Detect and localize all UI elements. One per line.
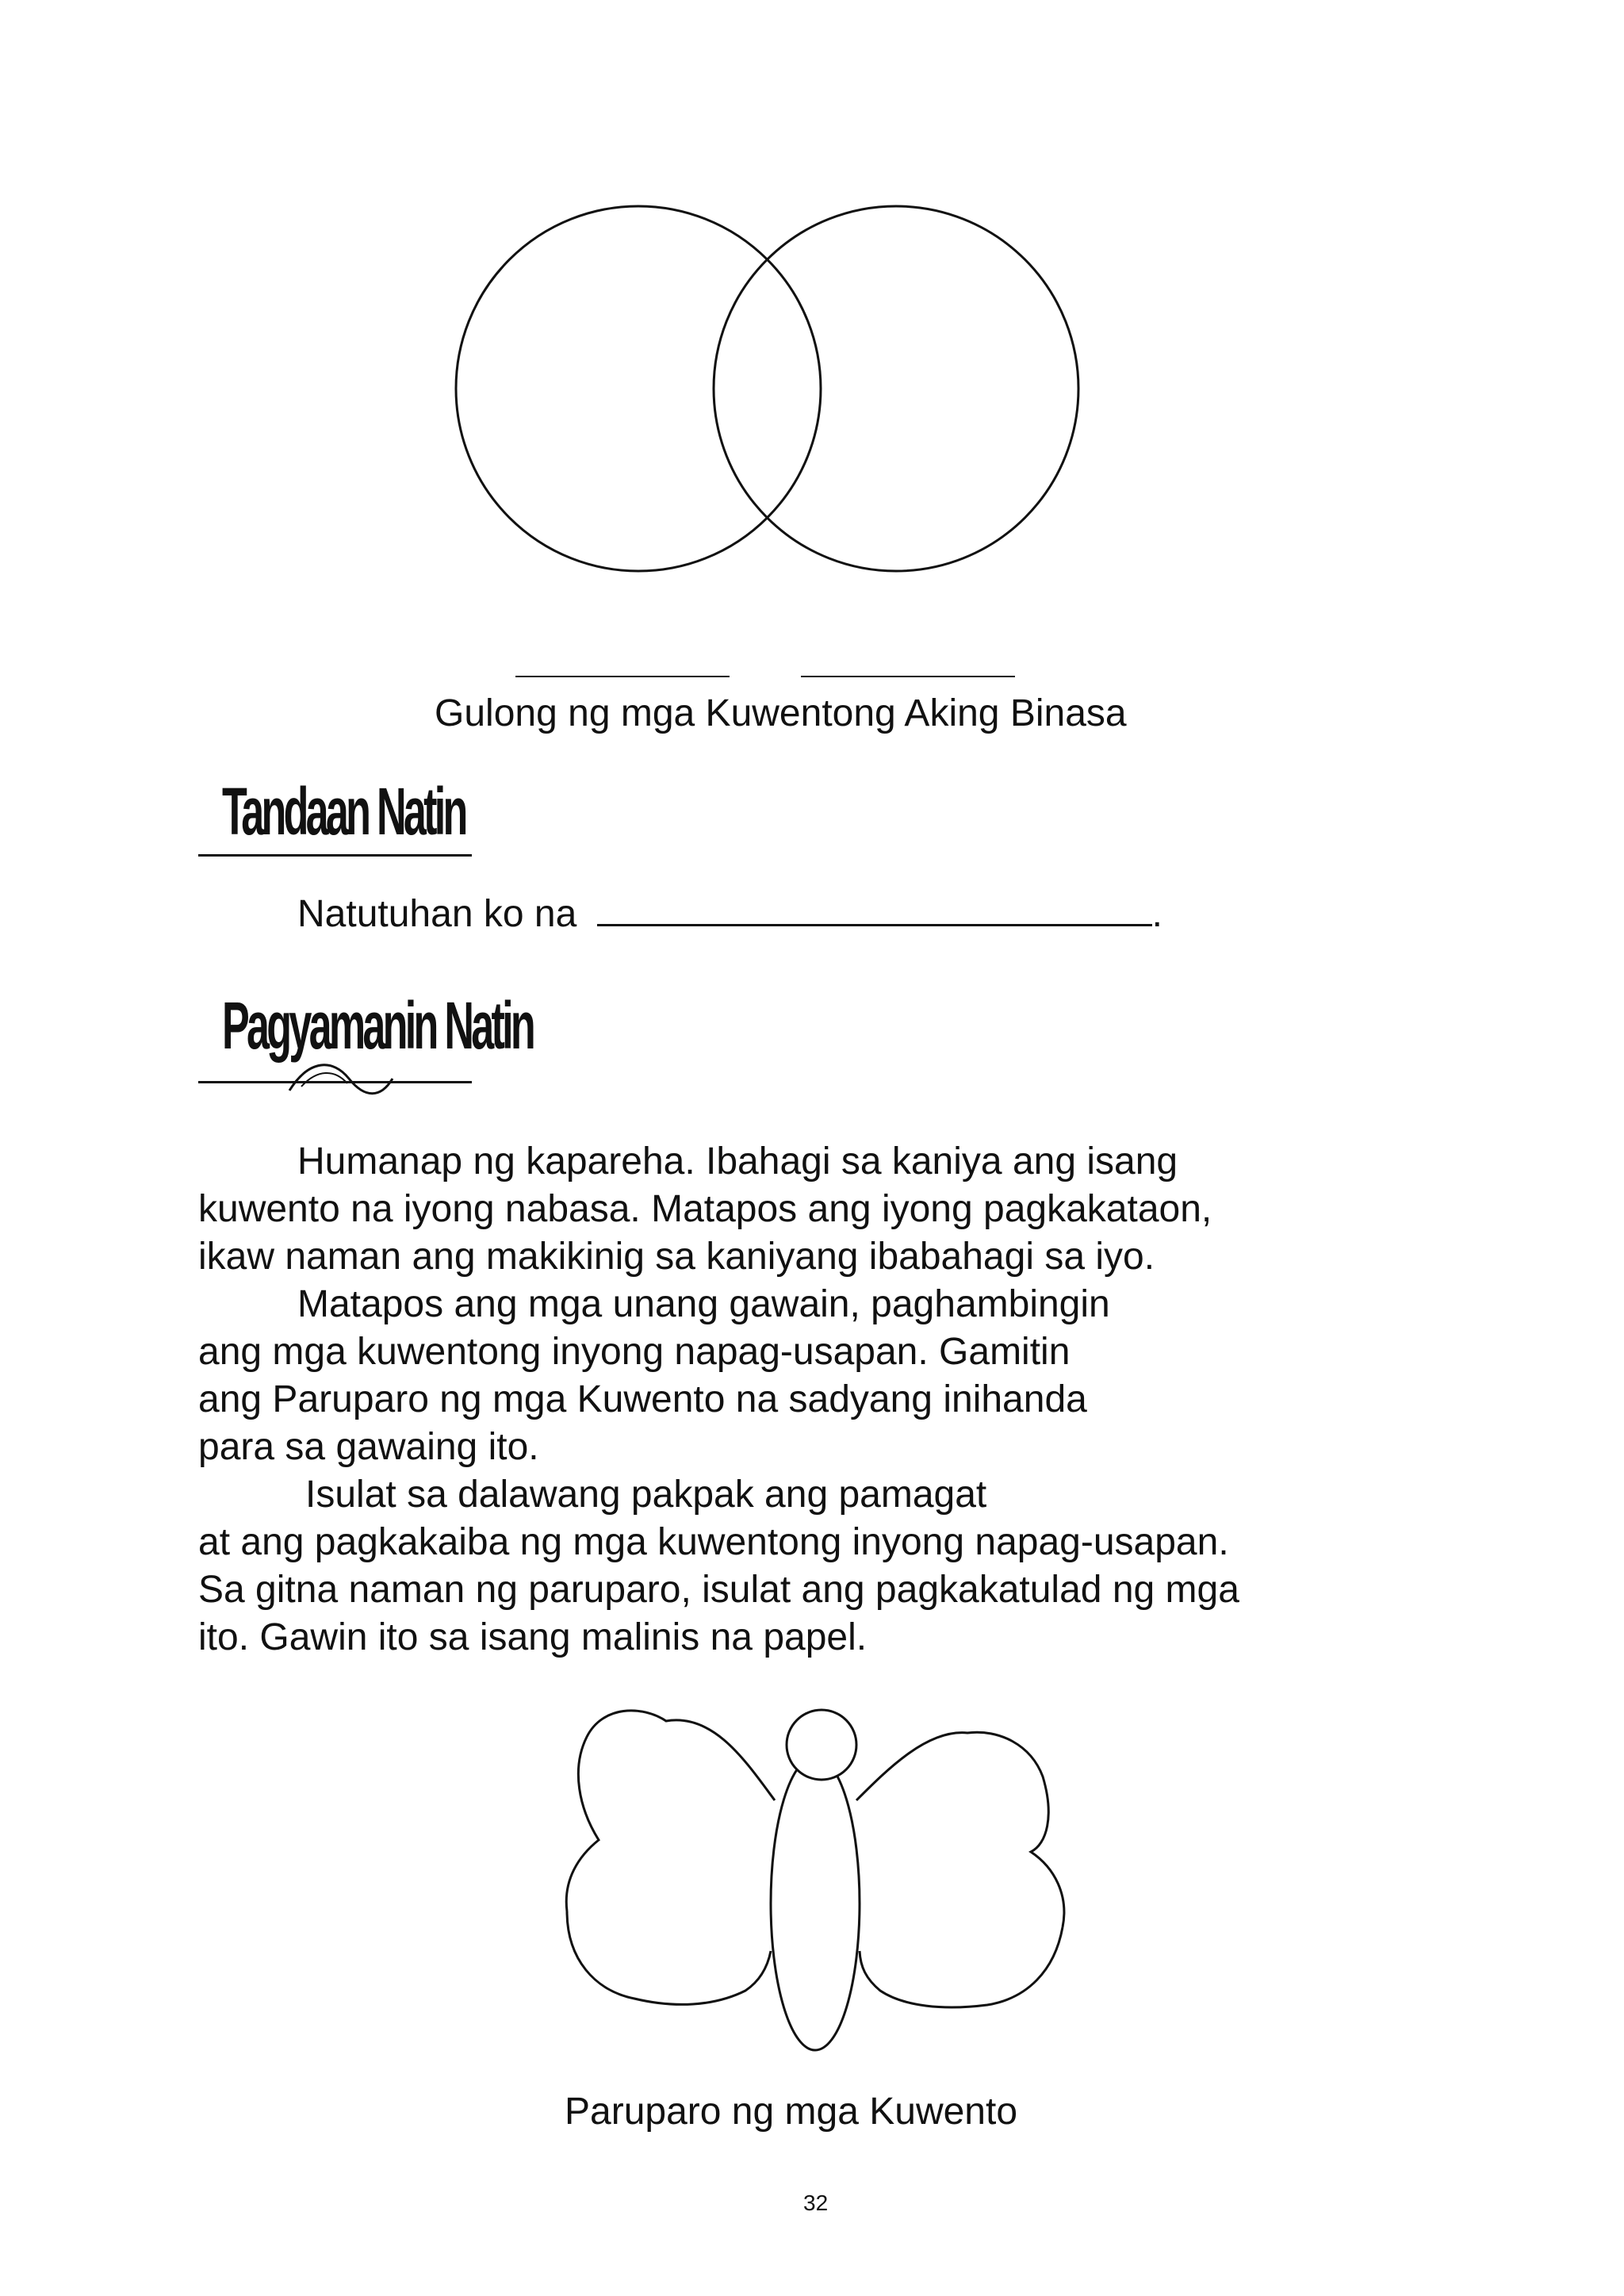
butterfly-right-upper-wing: [856, 1732, 1064, 1927]
pagyamanin-heading-text: Pagyamanin Natin: [222, 988, 533, 1063]
instruction-line: Matapos ang mga unang gawain, paghambingin: [297, 1283, 1110, 1325]
instruction-line: Sa gitna naman ng paruparo, isulat ang pagkakatulad ng mga: [198, 1569, 1239, 1611]
butterfly-diagram: [555, 1697, 1078, 2078]
tandaan-answer-blank: [597, 892, 1152, 926]
tandaan-heading: [198, 773, 476, 861]
venn-caption: Gulong ng mga Kuwentong Aking Binasa: [435, 692, 1127, 734]
tandaan-prompt-suffix: .: [1151, 893, 1162, 935]
tandaan-heading-underline: [198, 854, 472, 857]
tandaan-heading-text: Tandaan Natin: [222, 774, 465, 849]
butterfly-left-lower-wing: [567, 1911, 771, 2004]
tandaan-prompt-prefix: Natutuhan ko na: [297, 893, 577, 935]
pagyamanin-heading: [198, 987, 533, 1106]
swirl-decoration: [285, 1055, 396, 1102]
instruction-line: Isulat sa dalawang pakpak ang pamagat: [305, 1474, 987, 1516]
butterfly-left-upper-wing: [566, 1711, 775, 1911]
instruction-line: ang Paruparo ng mga Kuwento na sadyang inihanda: [198, 1378, 1087, 1420]
instruction-line: ikaw naman ang makikinig sa kaniyang ibabahagi sa iyo.: [198, 1236, 1155, 1278]
butterfly-body: [771, 1757, 860, 2050]
instruction-line: Humanap ng kapareha. Ibahagi sa kaniya ang isang: [297, 1140, 1178, 1182]
instruction-line: at ang pagkakaiba ng mga kuwentong inyong napag-usapan.: [198, 1521, 1229, 1563]
venn-right-blank-line: [801, 676, 1015, 677]
instruction-line: ang mga kuwentong inyong napag-usapan. Gamitin: [198, 1331, 1071, 1373]
instruction-line: ito. Gawin ito sa isang malinis na papel.: [198, 1616, 868, 1658]
page-number: 32: [803, 2191, 829, 2215]
venn-left-blank-line: [515, 676, 730, 677]
butterfly-right-lower-wing: [860, 1927, 1063, 2007]
instruction-line: para sa gawaing ito.: [198, 1426, 539, 1468]
pagyamanin-instructions: [198, 1138, 1499, 1662]
instruction-line: kuwento na iyong nabasa. Matapos ang iyong pagkakataon,: [198, 1188, 1212, 1230]
butterfly-head: [787, 1710, 856, 1780]
butterfly-caption: Paruparo ng mga Kuwento: [565, 2091, 1018, 2133]
tandaan-prompt: [297, 892, 1162, 936]
venn-diagram: [444, 190, 1094, 587]
